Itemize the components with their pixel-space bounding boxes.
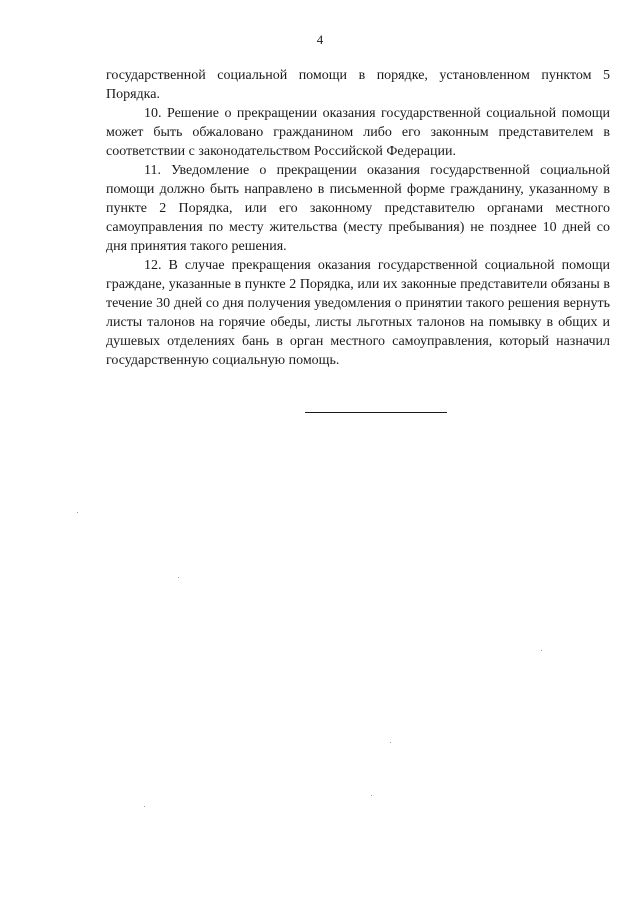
scan-speck [77, 512, 78, 513]
paragraph-12: 12. В случае прекращения оказания государственной социальной помощи граждане, указанные в пункте 2 Порядка, или их законные представители обязаны в течение 30 дней со дня получения уведомления о принятии такого решения вернуть листы талонов на горячие обеды, листы льготных талонов на помывку в общих и душевых отделениях бань в орган местного самоуправления, который назначил государственную социальную помощь. [106, 258, 610, 368]
paragraph-11: 11. Уведомление о прекращении оказания государственной социальной помощи должно быть направлено в письменной форме гражданину, указанному в пункте 2 Порядка, или его законному представителю органами местного самоуправления по месту жительства (месту пребывания) не позднее 10 дней со дня принятия такого решения. [106, 163, 610, 254]
paragraph-10: 10. Решение о прекращении оказания государственной социальной помощи может быть обжаловано гражданином либо его законным представителем в соответствии с законодательством Российской Федерации. [106, 106, 610, 159]
page-number: 4 [316, 32, 324, 47]
document-body [106, 66, 610, 370]
scan-speck [144, 806, 145, 807]
scan-speck [390, 742, 391, 743]
scan-speck [178, 577, 179, 578]
scan-speck [371, 795, 372, 796]
end-of-document-rule [305, 412, 447, 413]
paragraph-continuation: государственной социальной помощи в порядке, установленном пунктом 5 Порядка. [106, 68, 610, 102]
scan-speck [541, 650, 542, 651]
